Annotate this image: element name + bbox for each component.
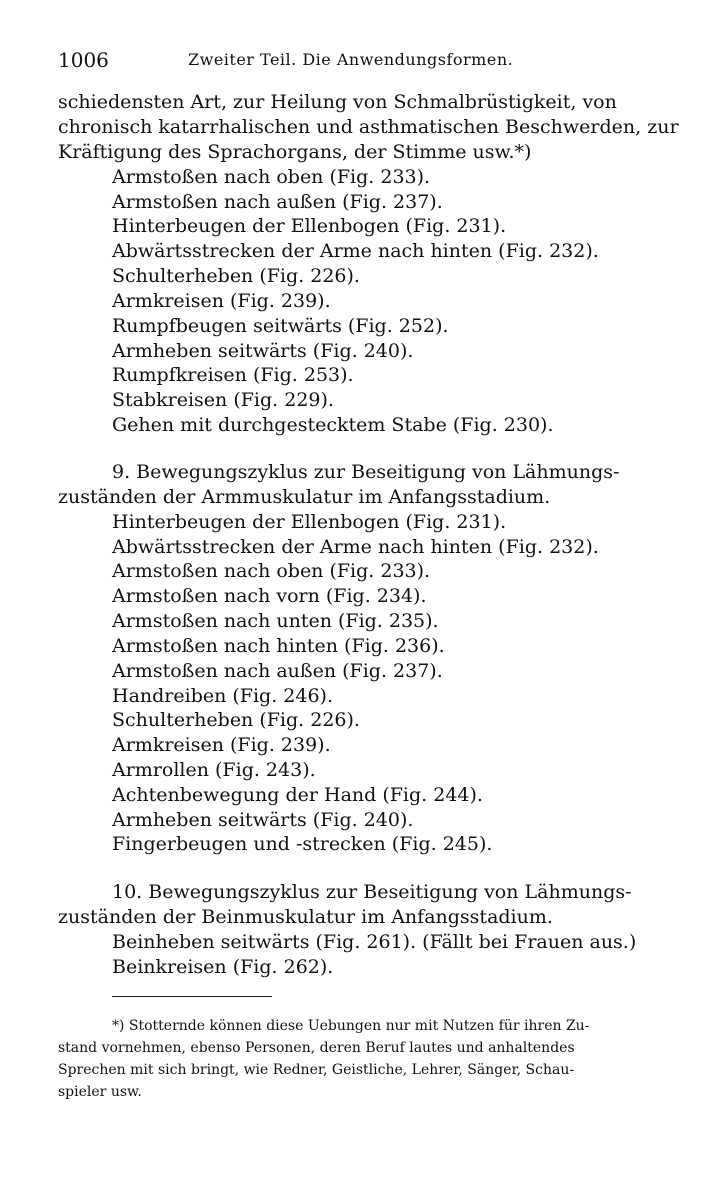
intro-line: schiedensten Art, zur Heilung von Schmalbrüstigkeit, von — [58, 91, 617, 113]
exercise-item: Fingerbeugen und -strecken (Fig. 245). — [112, 833, 493, 855]
exercise-item: Armstoßen nach außen (Fig. 237). — [112, 191, 443, 213]
exercise-item: Armrollen (Fig. 243). — [112, 759, 316, 781]
exercise-item: Beinheben seitwärts (Fig. 261). (Fällt bei Frauen aus.) — [112, 931, 637, 953]
exercise-item: Stabkreisen (Fig. 229). — [112, 389, 334, 411]
footnote-line: Sprechen mit sich bringt, wie Redner, Geistliche, Lehrer, Sänger, Schau- — [58, 1062, 575, 1078]
section-9-heading-cont: zuständen der Armmuskulatur im Anfangsstadium. — [58, 486, 551, 508]
exercise-item: Abwärtsstrecken der Arme nach hinten (Fig. 232). — [112, 240, 599, 262]
exercise-item: Hinterbeugen der Ellenbogen (Fig. 231). — [112, 511, 507, 533]
exercise-item: Rumpfbeugen seitwärts (Fig. 252). — [112, 315, 449, 337]
exercise-item: Achtenbewegung der Hand (Fig. 244). — [112, 784, 483, 806]
exercise-item: Abwärtsstrecken der Arme nach hinten (Fig. 232). — [112, 536, 599, 558]
exercise-item: Armstoßen nach oben (Fig. 233). — [112, 166, 431, 188]
section-10-heading: 10. Bewegungszyklus zur Beseitigung von Lähmungs- — [112, 881, 632, 903]
footnote-line: spieler usw. — [58, 1084, 142, 1100]
page-header — [58, 46, 658, 78]
exercise-item: Armheben seitwärts (Fig. 240). — [112, 340, 414, 362]
exercise-item: Gehen mit durchgestecktem Stabe (Fig. 230). — [112, 414, 554, 436]
exercise-item: Armstoßen nach außen (Fig. 237). — [112, 660, 443, 682]
footnote-line: *) Stotternde können diese Uebungen nur mit Nutzen für ihren Zu- — [112, 1018, 590, 1034]
exercise-item: Handreiben (Fig. 246). — [112, 685, 334, 707]
exercise-item: Armkreisen (Fig. 239). — [112, 290, 331, 312]
exercise-item: Rumpfkreisen (Fig. 253). — [112, 364, 354, 386]
intro-line: chronisch katarrhalischen und asthmatischen Beschwerden, zur — [58, 116, 679, 138]
intro-line: Kräftigung des Sprachorgans, der Stimme usw.*) — [58, 141, 532, 163]
page-number: 1006 — [58, 48, 109, 72]
exercise-item: Armstoßen nach hinten (Fig. 236). — [112, 635, 445, 657]
exercise-item: Armstoßen nach oben (Fig. 233). — [112, 560, 431, 582]
exercise-item: Armheben seitwärts (Fig. 240). — [112, 809, 414, 831]
section-10-heading-cont: zuständen der Beinmuskulatur im Anfangsstadium. — [58, 906, 553, 928]
footnote-line: stand vornehmen, ebenso Personen, deren Beruf lautes und anhaltendes — [58, 1040, 575, 1056]
exercise-item: Armstoßen nach vorn (Fig. 234). — [112, 585, 427, 607]
section-9-heading: 9. Bewegungszyklus zur Beseitigung von Lähmungs- — [112, 461, 620, 483]
running-title: Zweiter Teil. Die Anwendungsformen. — [188, 50, 514, 69]
exercise-item: Schulterheben (Fig. 226). — [112, 265, 360, 287]
exercise-item: Armstoßen nach unten (Fig. 235). — [112, 610, 439, 632]
exercise-item: Armkreisen (Fig. 239). — [112, 734, 331, 756]
exercise-item: Hinterbeugen der Ellenbogen (Fig. 231). — [112, 215, 507, 237]
footnote-rule — [112, 996, 272, 997]
exercise-item: Beinkreisen (Fig. 262). — [112, 956, 334, 978]
exercise-item: Schulterheben (Fig. 226). — [112, 709, 360, 731]
